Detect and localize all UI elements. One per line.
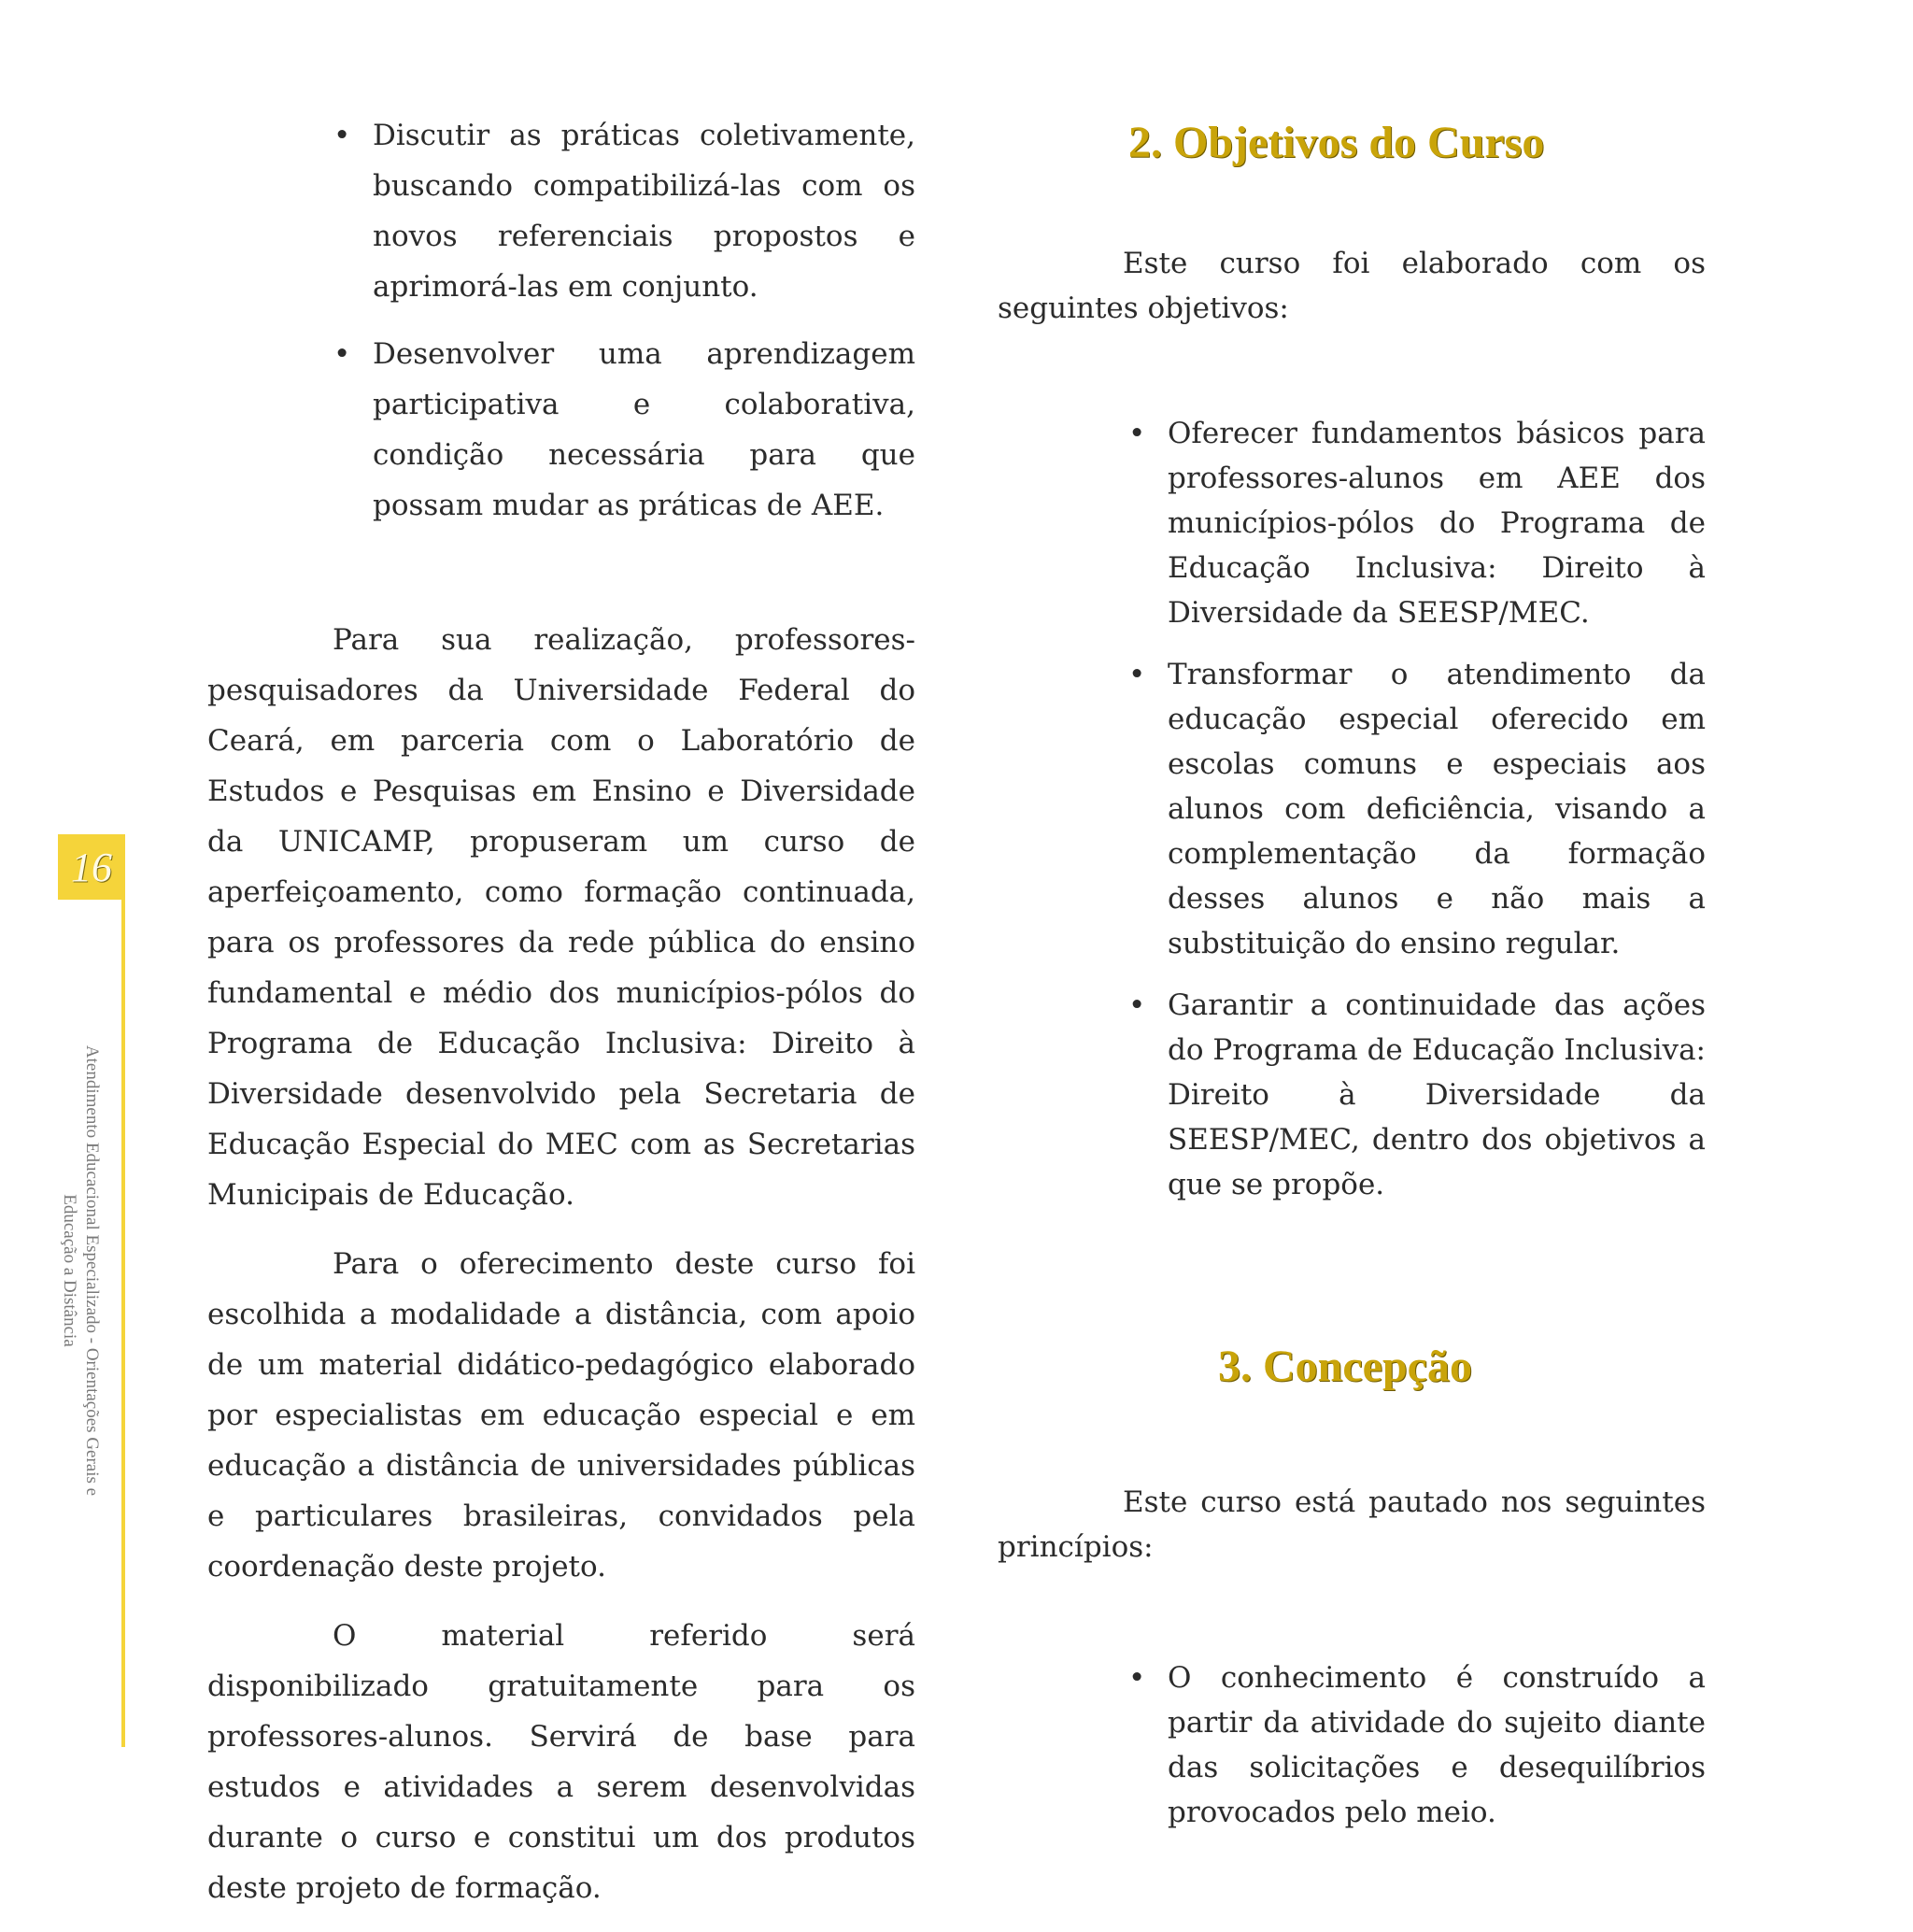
section-heading-objetivos: 2. Objetivos do Curso — [1128, 118, 1545, 167]
list-item — [1128, 983, 1706, 1207]
bullet-text: Discutir as práticas coletivamente, buscando compatibilizá-las com os novos referenciais propostos e aprimorá-las em conjunto. — [373, 119, 915, 304]
list-item — [1128, 411, 1706, 635]
page-number-tab — [58, 834, 125, 900]
bullet-text: Desenvolver uma aprendizagem participativa e colaborativa, condição necessária para que possam mudar as práticas de AEE. — [373, 337, 915, 522]
bullet-text: Garantir a continuidade das ações do Programa de Educação Inclusiva: Direito à Diversidade da SEESP/MEC, dentro dos objetivos a que se propõe. — [1168, 988, 1706, 1201]
right-column — [998, 110, 1706, 1852]
side-caption-line: Atendimento Educacional Especializado - Orientações Gerais e — [82, 1044, 102, 1497]
section-intro: Este curso foi elaborado com os seguintes objetivos: — [998, 247, 1706, 325]
side-caption-line: Educação a Distância — [60, 1194, 79, 1347]
list-item — [1128, 652, 1706, 966]
bullet-text: Oferecer fundamentos básicos para professores-alunos em AEE dos municípios-pólos do Programa de Educação Inclusiva: Direito à Diversidade da SEESP/MEC. — [1168, 417, 1706, 630]
bullet-icon: • — [1128, 988, 1146, 1022]
page-number: 16 — [71, 844, 112, 890]
paragraph: O material referido será disponibilizado gratuitamente para os professores-alunos. Servirá de base para estudos e atividades a serem desenvolvidas durante o curso e constitui um dos produtos deste projeto de formação. — [207, 1619, 915, 1905]
principles-list — [1128, 1655, 1706, 1835]
bullet-icon: • — [333, 119, 351, 152]
list-item — [1128, 1655, 1706, 1835]
list-item — [333, 110, 915, 312]
section-heading-concepcao: 3. Concepção — [1218, 1342, 1472, 1391]
bullet-text: O conhecimento é construído a partir da atividade do sujeito diante das solicitações e desequilíbrios provocados pelo meio. — [1168, 1661, 1706, 1829]
bullet-icon: • — [1128, 1661, 1146, 1695]
bullet-icon: • — [333, 337, 351, 371]
section-intro: Este curso está pautado nos seguintes princípios: — [998, 1485, 1706, 1564]
bullet-icon: • — [1128, 417, 1146, 450]
bullet-text: Transformar o atendimento da educação especial oferecido em escolas comuns e especiais aos alunos com deficiência, visando a complementação da formação desses alunos e não mais a substituição do ensino regular. — [1168, 658, 1706, 960]
paragraph: Para sua realização, professores-pesquisadores da Universidade Federal do Ceará, em parceria com o Laboratório de Estudos e Pesquisas em Ensino e Diversidade da UNICAMP, propuseram um curso de aperfeiçoamento, como formação continuada, para os professores da rede pública do ensino fundamental e médio dos municípios-pólos do Programa de Educação Inclusiva: Direito à Diversidade desenvolvido pela Secretaria de Educação Especial do MEC com as Secretarias Municipais de Educação. — [207, 623, 915, 1212]
page-edge-rule — [121, 900, 125, 1747]
left-column — [207, 110, 915, 1932]
paragraph: Para o oferecimento deste curso foi escolhida a modalidade a distância, com apoio de um material didático-pedagógico elaborado por especialistas em educação especial e em educação a distância de universidades públicas e particulares brasileiras, convidados pela coordenação deste projeto. — [207, 1247, 915, 1584]
side-caption — [58, 1009, 103, 1532]
list-item — [333, 329, 915, 531]
objectives-list — [1128, 411, 1706, 1207]
bullet-icon: • — [1128, 658, 1146, 691]
left-bullet-list — [333, 110, 915, 531]
